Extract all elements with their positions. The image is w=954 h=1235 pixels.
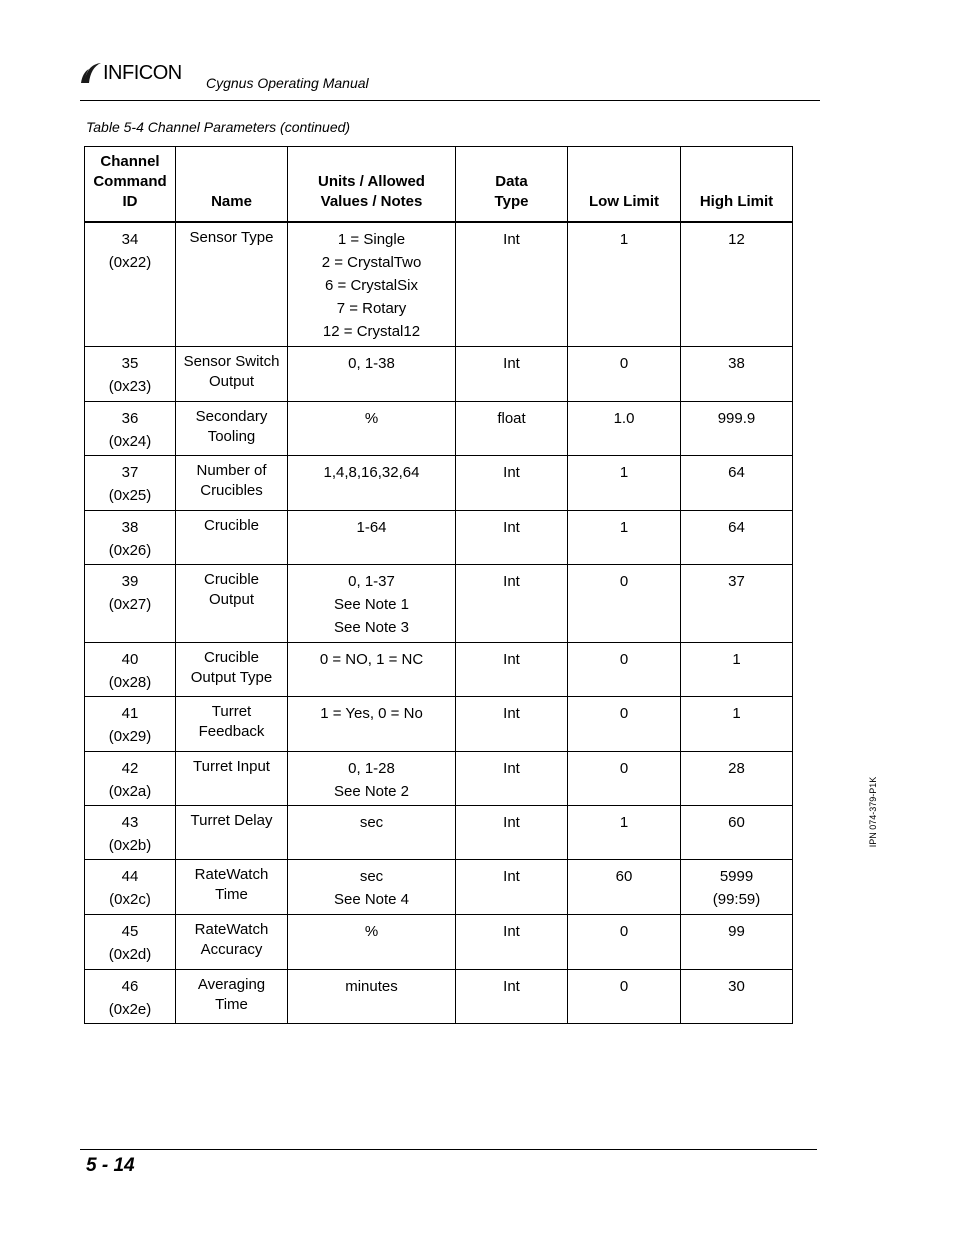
table-body xyxy=(85,222,793,1024)
cell-text: 0, 1-28 xyxy=(348,760,395,777)
cell-text: 12 = Crystal12 xyxy=(322,322,421,340)
cell-units xyxy=(288,456,456,511)
cell-text: 64 xyxy=(728,519,745,536)
cell-text: See Note 1 xyxy=(333,596,410,613)
cell-text: Time xyxy=(215,996,248,1013)
table-row xyxy=(85,456,793,511)
cell-high-limit xyxy=(681,402,793,456)
cell-text: RateWatch xyxy=(194,866,269,883)
manual-title: Cygnus Operating Manual xyxy=(206,75,369,91)
cell-text: 2 = CrystalTwo xyxy=(321,253,422,271)
table-row xyxy=(85,565,793,643)
cell-text: 99 xyxy=(728,923,745,940)
ipn-label: IPN 074-379-P1K xyxy=(868,776,878,848)
cell-data-type xyxy=(456,806,568,860)
column-header-name xyxy=(176,147,288,222)
cell-low-limit xyxy=(568,860,681,915)
cell-text: Accuracy xyxy=(200,941,263,958)
cell-text: Turret xyxy=(211,703,252,720)
cell-name xyxy=(176,860,288,915)
cell-text: (0x22) xyxy=(108,253,152,271)
column-header-low-limit xyxy=(568,147,681,222)
page-number: 5 - 14 xyxy=(86,1155,135,1176)
cell-high-limit xyxy=(681,456,793,511)
cell-text: 1 xyxy=(732,705,741,722)
header-text: Channel xyxy=(100,152,160,170)
cell-channel-id xyxy=(85,565,176,643)
column-header-high-limit xyxy=(681,147,793,222)
cell-text: Int xyxy=(503,814,520,831)
cell-data-type xyxy=(456,402,568,456)
cell-high-limit xyxy=(681,915,793,970)
cell-text: 1 = Yes, 0 = No xyxy=(320,705,423,722)
cell-data-type xyxy=(456,643,568,697)
cell-data-type xyxy=(456,222,568,347)
cell-units xyxy=(288,565,456,643)
cell-high-limit xyxy=(681,806,793,860)
cell-text: 12 xyxy=(728,230,745,248)
cell-channel-id xyxy=(85,643,176,697)
cell-text: Int xyxy=(503,230,520,248)
cell-name xyxy=(176,806,288,860)
column-header-units xyxy=(288,147,456,222)
cell-text: 42 xyxy=(121,760,139,777)
cell-text: (0x27) xyxy=(108,596,152,613)
cell-text: (0x2c) xyxy=(109,891,151,908)
cell-text: 1-64 xyxy=(356,519,387,536)
cell-name xyxy=(176,511,288,565)
cell-units xyxy=(288,970,456,1024)
cell-text: Feedback xyxy=(198,723,265,740)
cell-text: 6 = CrystalSix xyxy=(325,276,418,294)
cell-text: 41 xyxy=(121,705,139,722)
cell-text: 37 xyxy=(728,573,745,590)
cell-text: Int xyxy=(503,573,520,590)
cell-low-limit xyxy=(568,402,681,456)
cell-text: Output Type xyxy=(190,669,273,686)
cell-text: Crucible xyxy=(203,571,260,588)
cell-channel-id xyxy=(85,347,176,402)
header-text: High Limit xyxy=(699,192,774,210)
cell-name xyxy=(176,565,288,643)
cell-text: 1 = Single xyxy=(337,230,406,248)
cell-text: Int xyxy=(503,923,520,940)
cell-text: 36 xyxy=(121,410,139,427)
footer-rule xyxy=(80,1149,817,1150)
cell-text: RateWatch xyxy=(194,921,269,938)
cell-units xyxy=(288,402,456,456)
cell-text: Int xyxy=(503,978,520,995)
cell-data-type xyxy=(456,970,568,1024)
cell-channel-id xyxy=(85,752,176,806)
cell-low-limit xyxy=(568,222,681,347)
cell-text: 39 xyxy=(121,573,139,590)
cell-high-limit xyxy=(681,697,793,752)
cell-name xyxy=(176,915,288,970)
cell-text: (0x2a) xyxy=(108,783,152,800)
cell-text: Sensor Type xyxy=(189,228,274,246)
cell-high-limit xyxy=(681,347,793,402)
cell-text: 0, 1-37 xyxy=(348,573,395,590)
cell-high-limit xyxy=(681,752,793,806)
cell-text: 0 xyxy=(619,923,629,940)
table-row xyxy=(85,697,793,752)
inficon-logo xyxy=(80,58,182,88)
cell-text: 0 xyxy=(619,573,629,590)
cell-text: (0x2d) xyxy=(108,946,152,963)
page-header xyxy=(80,58,820,101)
cell-name xyxy=(176,643,288,697)
cell-channel-id xyxy=(85,456,176,511)
cell-channel-id xyxy=(85,697,176,752)
cell-low-limit xyxy=(568,970,681,1024)
cell-name xyxy=(176,752,288,806)
cell-text: Turret Input xyxy=(193,758,270,775)
table-row xyxy=(85,752,793,806)
cell-low-limit xyxy=(568,697,681,752)
cell-text: 30 xyxy=(728,978,745,995)
cell-text: 5999 xyxy=(719,868,754,885)
cell-text: 35 xyxy=(121,355,139,372)
cell-text: (0x23) xyxy=(108,378,152,395)
cell-text: 1 xyxy=(619,519,629,536)
cell-name xyxy=(176,402,288,456)
header-text: Data xyxy=(495,172,528,190)
cell-text: (0x28) xyxy=(108,674,152,691)
cell-data-type xyxy=(456,915,568,970)
cell-text: (0x2e) xyxy=(108,1001,152,1018)
cell-data-type xyxy=(456,347,568,402)
cell-text: 34 xyxy=(121,230,139,248)
cell-text: See Note 3 xyxy=(333,619,410,636)
cell-text: 1.0 xyxy=(613,410,635,427)
cell-units xyxy=(288,222,456,347)
cell-data-type xyxy=(456,752,568,806)
cell-channel-id xyxy=(85,402,176,456)
cell-text: Tooling xyxy=(207,428,256,445)
cell-units xyxy=(288,697,456,752)
cell-text: Output xyxy=(208,373,255,390)
table-row xyxy=(85,222,793,347)
cell-text: 0 xyxy=(619,355,629,372)
cell-high-limit xyxy=(681,860,793,915)
cell-text: 0 xyxy=(619,705,629,722)
cell-text: See Note 4 xyxy=(333,891,410,908)
cell-text: Output xyxy=(208,591,255,608)
table-row xyxy=(85,643,793,697)
cell-text: 1 xyxy=(732,651,741,668)
cell-text: Averaging xyxy=(197,976,266,993)
cell-text: 1 xyxy=(619,814,629,831)
cell-low-limit xyxy=(568,456,681,511)
cell-data-type xyxy=(456,565,568,643)
table-row xyxy=(85,915,793,970)
cell-text: Crucible xyxy=(203,517,260,534)
cell-text: 0 = NO, 1 = NC xyxy=(319,651,424,668)
cell-data-type xyxy=(456,456,568,511)
cell-high-limit xyxy=(681,565,793,643)
cell-text: sec xyxy=(359,868,384,885)
cell-high-limit xyxy=(681,970,793,1024)
cell-text: Sensor Switch xyxy=(183,353,280,370)
table-row xyxy=(85,860,793,915)
cell-text: Int xyxy=(503,651,520,668)
cell-low-limit xyxy=(568,752,681,806)
header-text: Command xyxy=(93,172,167,190)
column-header-data-type xyxy=(456,147,568,222)
header-text: Type xyxy=(494,192,529,210)
cell-high-limit xyxy=(681,222,793,347)
cell-text: Int xyxy=(503,519,520,536)
cell-low-limit xyxy=(568,915,681,970)
cell-text: (99:59) xyxy=(712,891,761,908)
cell-text: 1 xyxy=(619,464,629,481)
cell-units xyxy=(288,915,456,970)
cell-name xyxy=(176,222,288,347)
cell-text: Int xyxy=(503,760,520,777)
cell-units xyxy=(288,806,456,860)
cell-units xyxy=(288,643,456,697)
cell-name xyxy=(176,456,288,511)
table-row xyxy=(85,511,793,565)
cell-units xyxy=(288,347,456,402)
cell-channel-id xyxy=(85,511,176,565)
cell-text: 999.9 xyxy=(717,410,756,427)
cell-low-limit xyxy=(568,806,681,860)
cell-data-type xyxy=(456,860,568,915)
cell-text: 64 xyxy=(728,464,745,481)
cell-text: 0 xyxy=(619,760,629,777)
cell-text: 43 xyxy=(121,814,139,831)
cell-text: 0 xyxy=(619,651,629,668)
table-row xyxy=(85,806,793,860)
cell-text: (0x2b) xyxy=(108,837,152,854)
table-row xyxy=(85,347,793,402)
cell-text: (0x24) xyxy=(108,433,152,450)
cell-text: float xyxy=(497,410,526,427)
header-text: Units / Allowed xyxy=(318,172,425,190)
cell-text: (0x26) xyxy=(108,542,152,559)
cell-name xyxy=(176,970,288,1024)
cell-text: 28 xyxy=(728,760,745,777)
cell-channel-id xyxy=(85,860,176,915)
cell-name xyxy=(176,697,288,752)
table-header-row xyxy=(85,147,793,222)
cell-text: Int xyxy=(503,705,520,722)
cell-text: Turret Delay xyxy=(190,812,273,829)
cell-text: 0, 1-38 xyxy=(348,355,395,372)
cell-channel-id xyxy=(85,915,176,970)
logo-text: INFICON xyxy=(103,62,182,84)
header-text: ID xyxy=(122,192,138,210)
cell-low-limit xyxy=(568,347,681,402)
cell-units xyxy=(288,860,456,915)
cell-text: 37 xyxy=(121,464,139,481)
cell-text: 45 xyxy=(121,923,139,940)
table-row xyxy=(85,970,793,1024)
cell-low-limit xyxy=(568,511,681,565)
cell-channel-id xyxy=(85,222,176,347)
cell-text: See Note 2 xyxy=(333,783,410,800)
cell-text: Number of xyxy=(196,462,267,479)
inficon-swoosh-icon xyxy=(80,61,102,85)
cell-text: Int xyxy=(503,868,520,885)
cell-high-limit xyxy=(681,511,793,565)
cell-text: 60 xyxy=(615,868,633,885)
cell-channel-id xyxy=(85,806,176,860)
cell-text: (0x25) xyxy=(108,487,152,504)
column-header-channel-id xyxy=(85,147,176,222)
cell-text: 38 xyxy=(121,519,139,536)
cell-high-limit xyxy=(681,643,793,697)
cell-text: sec xyxy=(359,814,384,831)
cell-text: Time xyxy=(215,886,248,903)
cell-text: 44 xyxy=(121,868,139,885)
cell-data-type xyxy=(456,697,568,752)
cell-text: 1 xyxy=(619,230,629,248)
cell-low-limit xyxy=(568,565,681,643)
cell-text: Crucible xyxy=(203,649,260,666)
cell-text: 46 xyxy=(121,978,139,995)
cell-text: minutes xyxy=(345,978,398,995)
cell-name xyxy=(176,347,288,402)
cell-text: 60 xyxy=(728,814,745,831)
cell-units xyxy=(288,752,456,806)
cell-low-limit xyxy=(568,643,681,697)
cell-text: 7 = Rotary xyxy=(336,299,407,317)
header-text: Low Limit xyxy=(589,192,659,210)
cell-text: Crucibles xyxy=(200,482,263,499)
header-text: Name xyxy=(211,192,252,210)
header-text: Values / Notes xyxy=(320,192,423,210)
table-caption: Table 5-4 Channel Parameters (continued) xyxy=(86,119,351,135)
table-row xyxy=(85,402,793,456)
cell-text: (0x29) xyxy=(108,728,152,745)
cell-text: % xyxy=(364,410,379,427)
cell-data-type xyxy=(456,511,568,565)
cell-text: 0 xyxy=(619,978,629,995)
cell-text: 1,4,8,16,32,64 xyxy=(323,464,420,481)
cell-text: 40 xyxy=(121,651,139,668)
cell-text: % xyxy=(364,923,379,940)
cell-channel-id xyxy=(85,970,176,1024)
cell-text: Int xyxy=(503,355,520,372)
cell-text: Int xyxy=(503,464,520,481)
channel-parameters-table xyxy=(84,146,793,1024)
cell-text: Secondary xyxy=(195,408,268,425)
cell-units xyxy=(288,511,456,565)
cell-text: 38 xyxy=(728,355,745,372)
